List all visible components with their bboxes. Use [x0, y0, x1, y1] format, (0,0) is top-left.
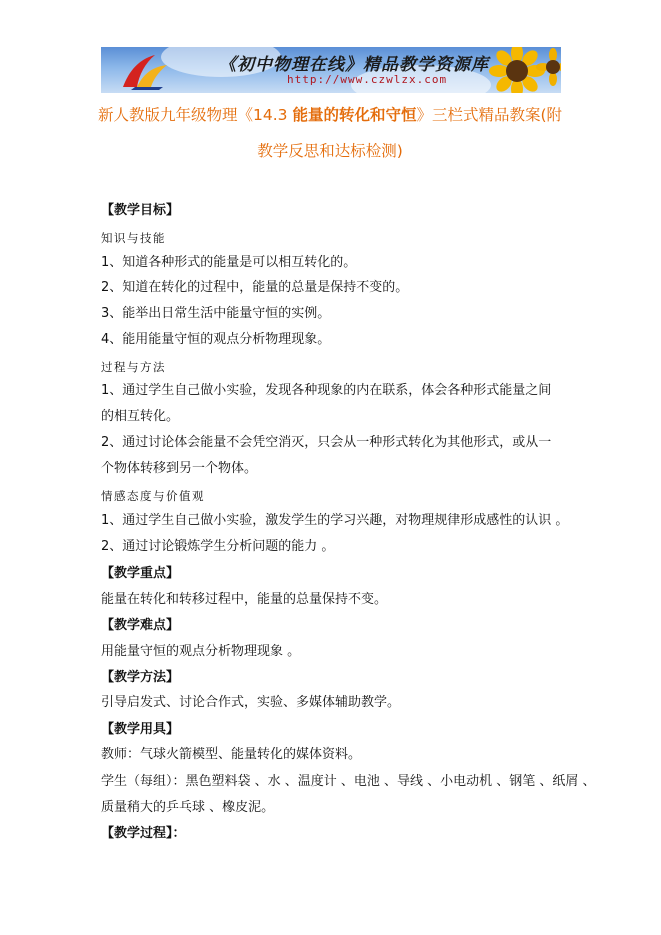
title-line2: 教学反思和达标检测) [257, 142, 403, 160]
tools-student: 质量稍大的乒乓球 、橡皮泥。 [101, 800, 275, 815]
difficulty-text: 用能量守恒的观点分析物理现象 。 [101, 644, 301, 659]
method-heading: 【教学方法】 [101, 670, 180, 685]
process-main-heading: 【教学过程】： [101, 826, 186, 841]
banner-title: 《初中物理在线》精品教学资源库 [219, 55, 489, 75]
knowledge-heading: 知识与技能 [101, 231, 166, 245]
process-item: 2、通过讨论体会能量不会凭空消灭，只会从一种形式转化为其他形式，或从一 [101, 435, 552, 450]
emotion-heading: 情感态度与价值观 [101, 489, 205, 503]
banner-url: http://www.czwlzx.com [287, 73, 448, 86]
header-banner [101, 47, 561, 93]
method-text: 引导启发式、讨论合作式，实验、多媒体辅助教学。 [101, 695, 401, 710]
title-bold: 能量的转化和守恒 [292, 106, 417, 124]
title-part1: 新人教版九年级物理《14.3 [97, 106, 293, 124]
tools-heading: 【教学用具】 [101, 722, 180, 737]
sunflower-icon [487, 47, 561, 93]
goals-heading: 【教学目标】 [101, 203, 180, 218]
knowledge-item: 4、能用能量守恒的观点分析物理现象。 [101, 332, 331, 347]
knowledge-item: 3、能举出日常生活中能量守恒的实例。 [101, 306, 331, 321]
process-item: 1、通过学生自己做小实验，发现各种现象的内在联系，体会各种形式能量之间 [101, 383, 552, 398]
emotion-item: 2、通过讨论锻炼学生分析问题的能力 。 [101, 539, 335, 554]
document-title [90, 97, 570, 169]
process-heading: 过程与方法 [101, 360, 166, 374]
knowledge-item: 1、知道各种形式的能量是可以相互转化的。 [101, 255, 357, 270]
knowledge-item: 2、知道在转化的过程中，能量的总量是保持不变的。 [101, 280, 409, 295]
tools-student: 学生（每组）：黑色塑料袋 、水 、温度计 、电池 、导线 、小电动机 、钢笔 、纸屑 、 [101, 774, 596, 789]
difficulty-heading: 【教学难点】 [101, 618, 180, 633]
key-heading: 【教学重点】 [101, 566, 180, 581]
tools-teacher: 教师：气球火箭模型、能量转化的媒体资料。 [101, 747, 362, 762]
process-item: 个物体转移到另一个物体。 [101, 461, 258, 476]
title-part2: 》三栏式精品教案(附 [416, 106, 563, 124]
key-text: 能量在转化和转移过程中，能量的总量保持不变。 [101, 592, 388, 607]
process-item: 的相互转化。 [101, 409, 180, 424]
emotion-item: 1、通过学生自己做小实验，激发学生的学习兴趣，对物理规律形成感性的认识 。 [101, 513, 569, 528]
site-logo-icon [115, 51, 175, 91]
